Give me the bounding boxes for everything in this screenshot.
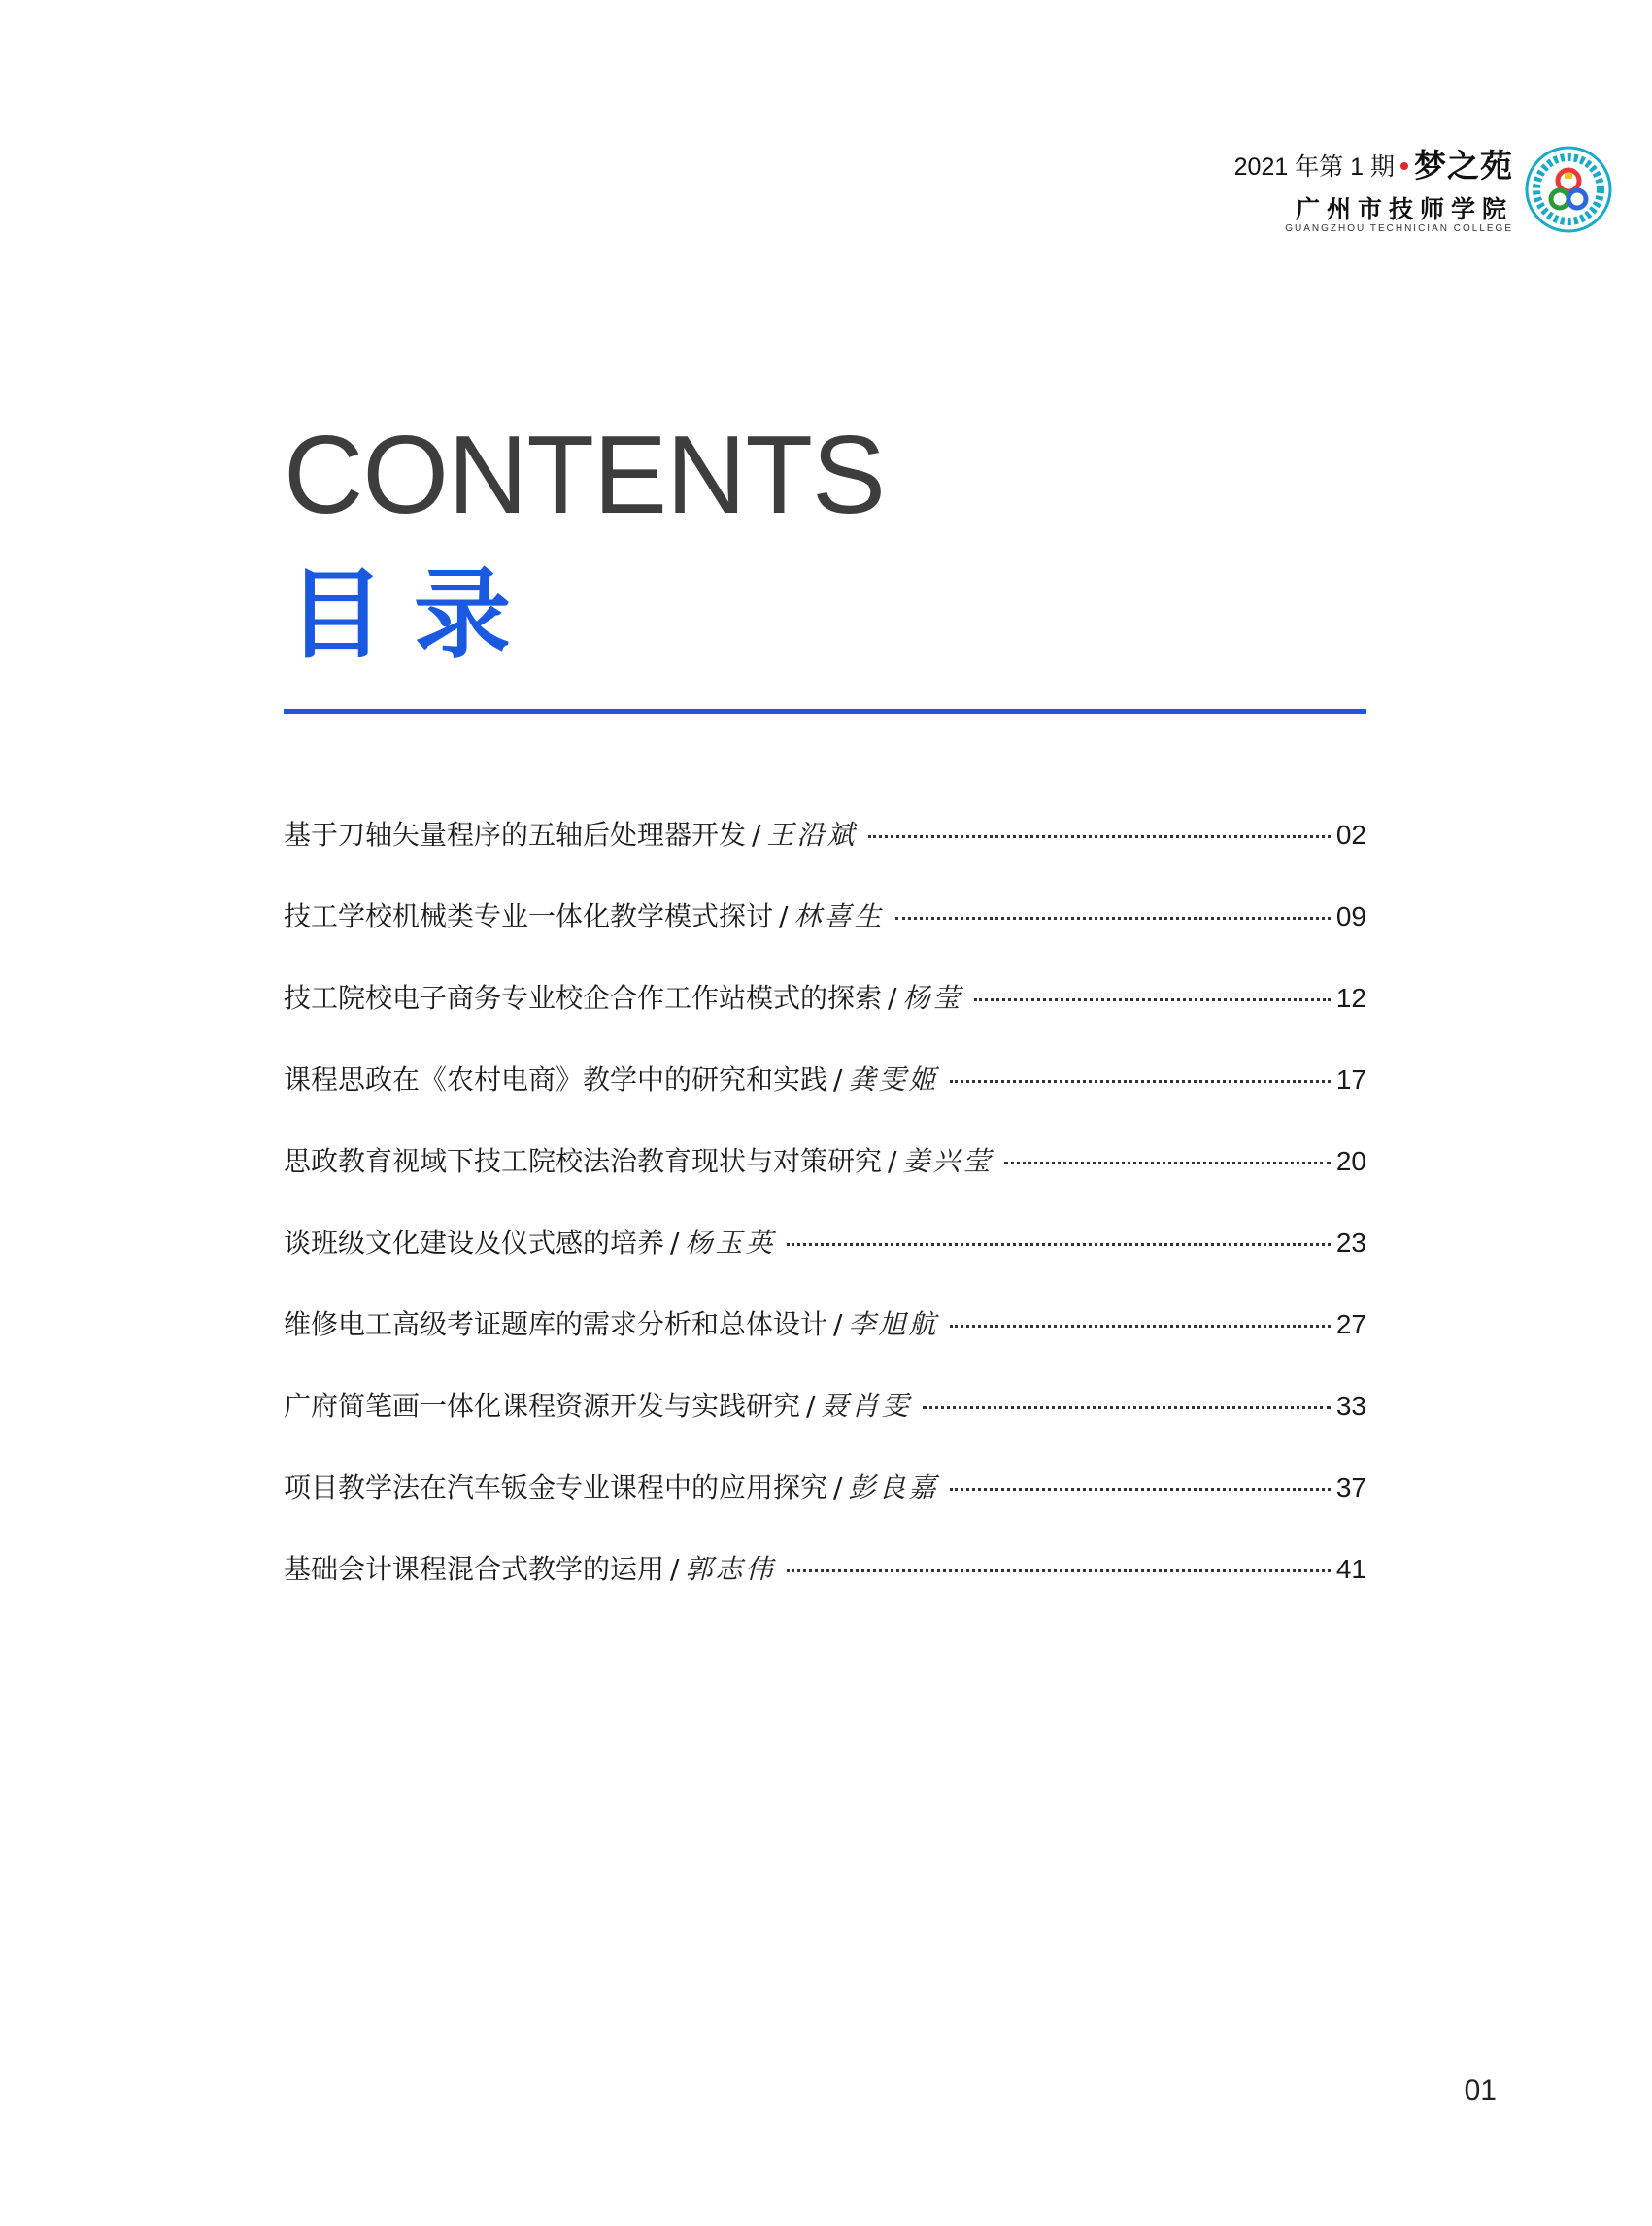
toc-dot-leader: [923, 1406, 1330, 1409]
page-number: 01: [1464, 2074, 1497, 2107]
toc-separator: /: [752, 819, 761, 851]
toc-entry-page: 37: [1335, 1472, 1366, 1502]
toc-list: [284, 814, 1366, 1630]
toc-dot-leader: [950, 1080, 1330, 1083]
contents-title-cn: 目录: [287, 557, 540, 671]
toc-entry-title: 基础会计课程混合式教学的运用: [284, 1553, 665, 1585]
toc-separator: /: [833, 1471, 843, 1503]
toc-entry-page: 27: [1335, 1309, 1366, 1339]
toc-entry-author: 姜兴莹: [902, 1145, 994, 1177]
toc-entry[interactable]: [284, 1548, 1366, 1630]
toc-separator: /: [888, 1145, 897, 1177]
toc-dot-leader: [787, 1243, 1330, 1246]
college-name-en: GUANGZHOU TECHNICIAN COLLEGE: [1285, 223, 1513, 234]
toc-entry[interactable]: [284, 1222, 1366, 1303]
toc-entry-title: 谈班级文化建设及仪式感的培养: [284, 1227, 665, 1259]
toc-entry-author: 彭良嘉: [848, 1471, 939, 1503]
red-dot-icon: [1400, 162, 1408, 170]
toc-separator: /: [806, 1390, 816, 1422]
toc-entry-author: 杨玉英: [685, 1227, 776, 1259]
toc-entry-page: 02: [1335, 820, 1366, 850]
toc-entry-author: 聂肖雯: [821, 1390, 912, 1422]
toc-entry[interactable]: [284, 1059, 1366, 1140]
toc-entry-author: 龚雯姬: [848, 1063, 939, 1096]
toc-entry-title: 基于刀轴矢量程序的五轴后处理器开发: [284, 819, 747, 851]
issue-line: [1233, 148, 1513, 184]
toc-entry-title: 维修电工高级考证题库的需求分析和总体设计: [284, 1308, 828, 1340]
toc-separator: /: [779, 900, 789, 932]
toc-entry-author: 郭志伟: [685, 1553, 776, 1585]
toc-entry[interactable]: [284, 1140, 1366, 1222]
toc-dot-leader: [950, 1488, 1330, 1491]
toc-entry[interactable]: [284, 1303, 1366, 1385]
toc-dot-leader: [974, 998, 1330, 1001]
toc-entry-author: 王沿斌: [766, 819, 858, 851]
toc-separator: /: [833, 1308, 843, 1340]
toc-entry-title: 技工院校电子商务专业校企合作工作站模式的探索: [284, 982, 883, 1014]
toc-entry-title: 思政教育视域下技工院校法治教育现状与对策研究: [284, 1145, 883, 1177]
magazine-name: 梦之苑: [1414, 148, 1513, 184]
toc-dot-leader: [950, 1325, 1330, 1328]
toc-separator: /: [670, 1227, 680, 1259]
toc-entry-title: 广府简笔画一体化课程资源开发与实践研究: [284, 1390, 801, 1422]
college-logo-icon: [1525, 146, 1612, 233]
toc-entry-title: 技工学校机械类专业一体化教学模式探讨: [284, 900, 774, 932]
toc-entry[interactable]: [284, 895, 1366, 977]
toc-separator: /: [888, 982, 897, 1014]
toc-dot-leader: [868, 835, 1330, 838]
toc-dot-leader: [895, 917, 1330, 920]
title-divider: [284, 709, 1366, 714]
toc-entry[interactable]: [284, 814, 1366, 895]
college-name-cn: 广州市技师学院: [1295, 195, 1513, 223]
issue-label: 2021 年第 1 期: [1233, 153, 1395, 181]
toc-entry-page: 23: [1335, 1228, 1366, 1258]
toc-entry-page: 33: [1335, 1391, 1366, 1421]
toc-entry[interactable]: [284, 1467, 1366, 1548]
toc-entry-page: 17: [1335, 1064, 1366, 1095]
toc-entry-page: 41: [1335, 1554, 1366, 1584]
toc-entry-author: 杨莹: [902, 982, 963, 1014]
toc-entry-author: 林喜生: [793, 900, 885, 932]
toc-separator: /: [833, 1063, 843, 1096]
contents-title-en: CONTENTS: [284, 414, 885, 537]
toc-dot-leader: [787, 1569, 1330, 1572]
toc-entry-title: 项目教学法在汽车钣金专业课程中的应用探究: [284, 1471, 828, 1503]
toc-entry-page: 12: [1335, 983, 1366, 1013]
toc-entry[interactable]: [284, 1385, 1366, 1467]
toc-entry-author: 李旭航: [848, 1308, 939, 1340]
toc-separator: /: [670, 1553, 680, 1585]
toc-entry[interactable]: [284, 977, 1366, 1059]
toc-entry-title: 课程思政在《农村电商》教学中的研究和实践: [284, 1063, 828, 1096]
toc-dot-leader: [1004, 1162, 1330, 1164]
page-header: [1097, 146, 1612, 243]
toc-entry-page: 20: [1335, 1146, 1366, 1176]
toc-entry-page: 09: [1335, 901, 1366, 931]
